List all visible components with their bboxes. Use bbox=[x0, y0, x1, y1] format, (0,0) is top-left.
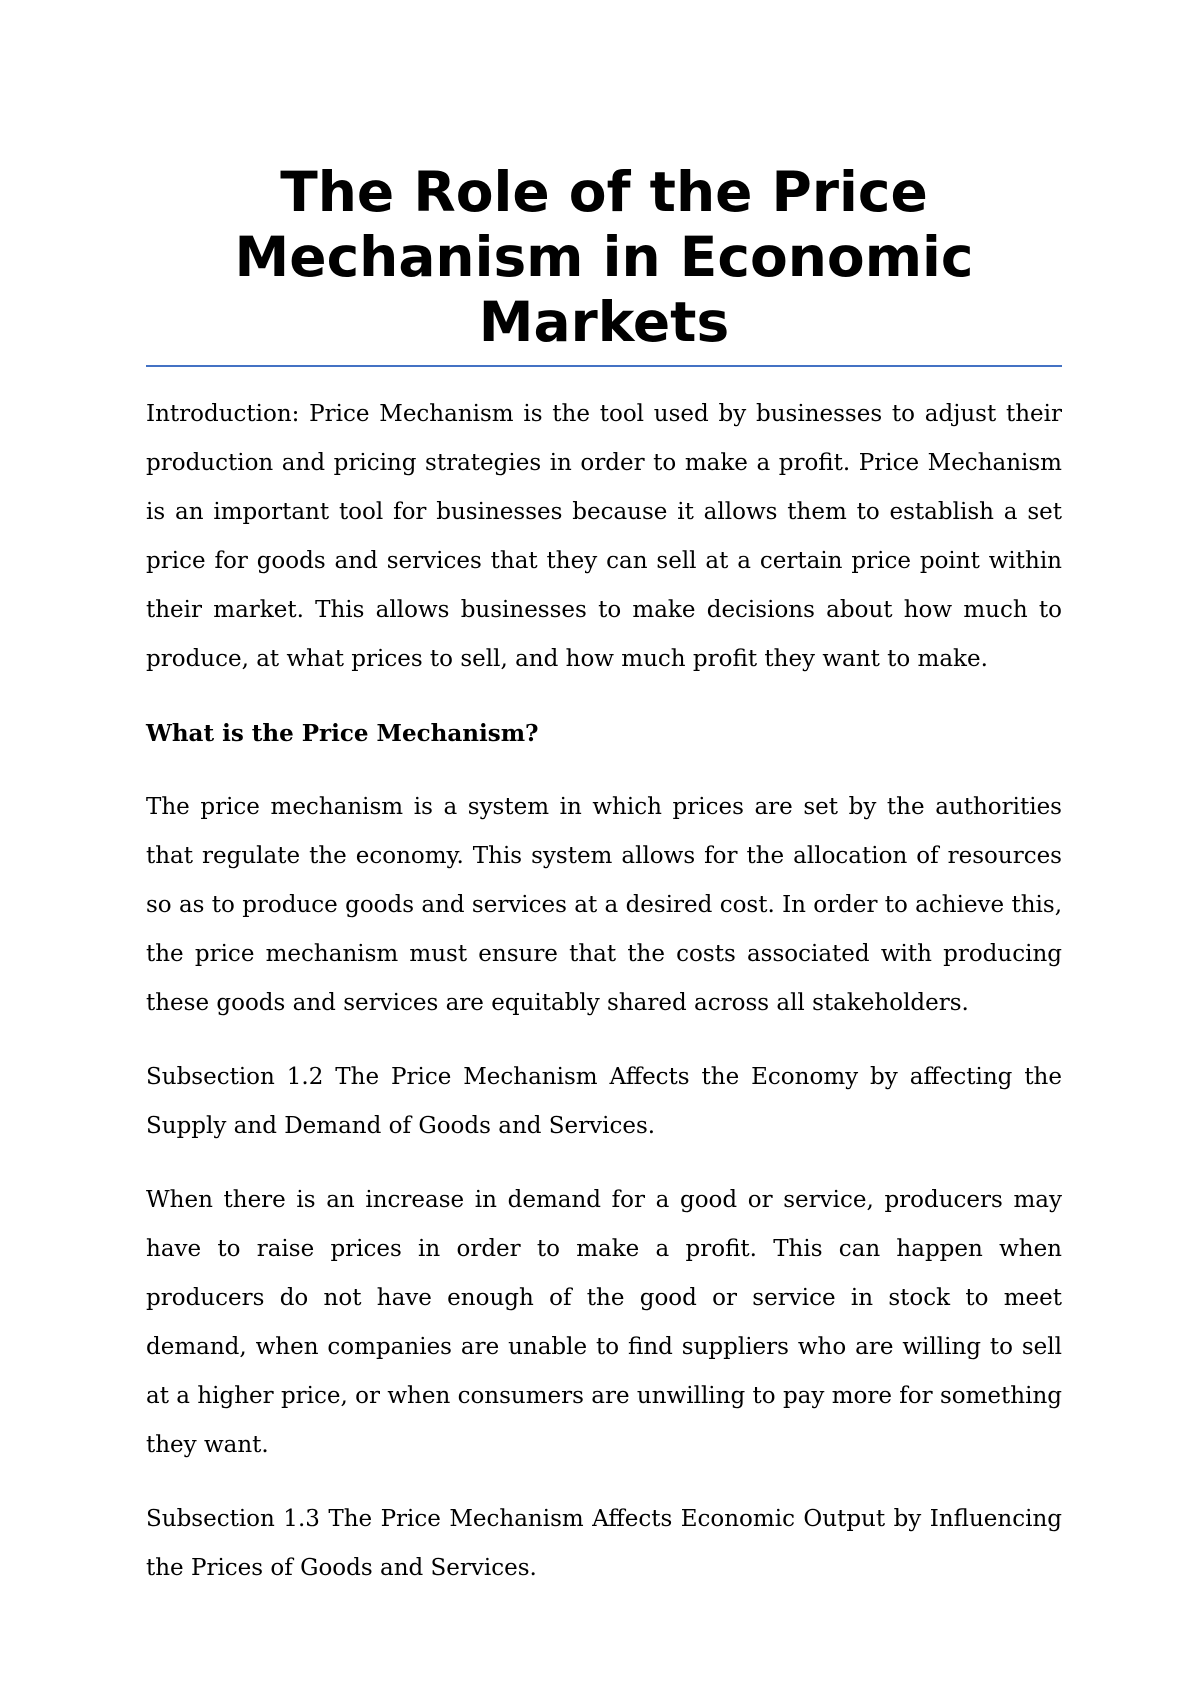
subsection-heading: Subsection 1.2 The Price Mechanism Affects the Economy by affecting the Supply and Demand of Goods and Services. bbox=[146, 1064, 1062, 1139]
document-page bbox=[146, 160, 1062, 1593]
spacer bbox=[146, 684, 1062, 709]
body-paragraph: The price mechanism is a system in which prices are set by the authorities that regulate the economy. This system allows for the allocation of resources so as to produce goods and services at a desired cost. In order to achieve this, the price mechanism must ensure that the costs associated with producing these goods and services are equitably shared across all stakeholders. bbox=[146, 794, 1063, 1016]
spacer bbox=[146, 367, 1062, 390]
section-heading: What is the Price Mechanism? bbox=[146, 720, 539, 747]
subsection-heading: Subsection 1.3 The Price Mechanism Affects Economic Output by Influencing the Prices of Goods and Services. bbox=[146, 1506, 1062, 1581]
spacer bbox=[146, 1151, 1062, 1176]
body-paragraph: When there is an increase in demand for a good or service, producers may have to raise prices in order to make a profit. This can happen when producers do not have enough of the good or service in stock to meet demand, when companies are unable to find suppliers who are willing to sell at a higher price, or when consumers are unwilling to pay more for something they want. bbox=[146, 1187, 1062, 1458]
document-title: The Role of the Price Mechanism in Economic Markets bbox=[146, 160, 1062, 367]
spacer bbox=[146, 1028, 1062, 1053]
spacer bbox=[146, 1470, 1062, 1495]
intro-paragraph: Introduction: Price Mechanism is the tool used by businesses to adjust their production and pricing strategies in order to make a profit. Price Mechanism is an important tool for businesses because it allows them to establish a set price for goods and services that they can sell at a certain price point within their market. This allows businesses to make decisions about how much to produce, at what prices to sell, and how much profit they want to make. bbox=[146, 401, 1062, 672]
spacer bbox=[146, 758, 1062, 783]
